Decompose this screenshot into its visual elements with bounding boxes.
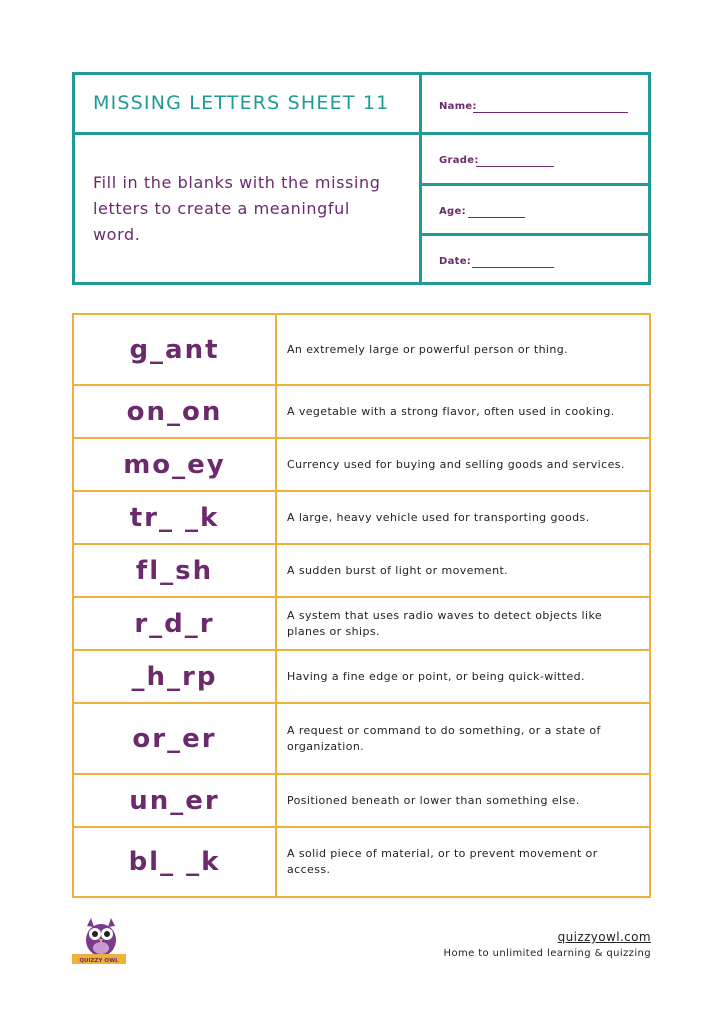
definition-cell — [277, 492, 649, 543]
definition-cell — [277, 545, 649, 596]
table-row — [74, 828, 649, 896]
missing-word[interactable]: _h_rp — [131, 661, 218, 692]
worksheet-title: MISSING LETTERS SHEET 11 — [93, 92, 390, 114]
word-cell — [74, 545, 277, 596]
definition: An extremely large or powerful person or thing. — [287, 342, 569, 356]
definition-cell — [277, 704, 649, 773]
table-row — [74, 598, 649, 651]
table-row — [74, 439, 649, 492]
definition: Positioned beneath or lower than something else. — [287, 793, 580, 807]
definition-cell — [277, 439, 649, 490]
definition: A system that uses radio waves to detect objects like planes or ships. — [287, 608, 602, 638]
table-row — [74, 704, 649, 775]
name-label: Name: — [439, 101, 477, 112]
age-field — [422, 186, 648, 236]
definition: Having a fine edge or point, or being quick-witted. — [287, 669, 585, 683]
word-cell — [74, 439, 277, 490]
instructions: Fill in the blanks with the missing letters to create a meaningful word. — [93, 173, 381, 244]
definition: A sudden burst of light or movement. — [287, 563, 509, 577]
definition: A large, heavy vehicle used for transporting goods. — [287, 510, 590, 524]
word-cell — [74, 492, 277, 543]
definition-cell — [277, 315, 649, 384]
definition: A vegetable with a strong flavor, often used in cooking. — [287, 404, 615, 418]
date-field — [422, 236, 648, 282]
table-row — [74, 545, 649, 598]
grade-label: Grade: — [439, 155, 479, 166]
definition: A solid piece of material, or to prevent movement or access. — [287, 847, 598, 876]
missing-word[interactable]: fl_sh — [135, 555, 214, 586]
grade-line[interactable] — [476, 166, 554, 167]
definition-cell — [277, 828, 649, 896]
missing-word[interactable]: bl_ _k — [128, 847, 221, 877]
definition: Currency used for buying and selling goods and services. — [287, 457, 625, 471]
missing-word[interactable]: mo_ey — [123, 449, 226, 480]
logo-text: QUIZZY OWL — [79, 958, 119, 964]
missing-word[interactable]: un_er — [129, 785, 220, 816]
missing-word[interactable]: or_er — [132, 723, 217, 754]
definition-cell — [277, 651, 649, 702]
missing-word[interactable]: g_ant — [129, 334, 220, 365]
title-cell — [75, 75, 422, 135]
owl-logo-icon[interactable] — [72, 912, 126, 966]
name-field — [422, 75, 648, 135]
age-label: Age: — [439, 206, 466, 217]
date-line[interactable] — [472, 267, 554, 268]
definition-cell — [277, 775, 649, 826]
definition-cell — [277, 598, 649, 649]
worksheet-header — [72, 72, 651, 285]
word-cell — [74, 775, 277, 826]
word-cell — [74, 386, 277, 437]
grade-field — [422, 135, 648, 186]
missing-word[interactable]: r_d_r — [134, 608, 215, 639]
word-cell — [74, 828, 277, 896]
table-row — [74, 315, 649, 386]
word-table — [72, 313, 651, 898]
word-cell — [74, 598, 277, 649]
word-cell — [74, 651, 277, 702]
site-link[interactable]: quizzyowl.com — [557, 930, 651, 944]
word-cell — [74, 315, 277, 384]
word-cell — [74, 704, 277, 773]
table-row — [74, 492, 649, 545]
tagline: Home to unlimited learning & quizzing — [443, 948, 651, 959]
table-row — [74, 386, 649, 439]
missing-word[interactable]: on_on — [126, 396, 223, 427]
age-line[interactable] — [468, 217, 525, 218]
instruction-cell — [75, 135, 422, 282]
date-label: Date: — [439, 256, 472, 267]
definition-cell — [277, 386, 649, 437]
missing-word[interactable]: tr_ _k — [129, 502, 220, 533]
name-line[interactable] — [473, 112, 628, 113]
definition: A request or command to do something, or a state of organization. — [287, 723, 601, 753]
table-row — [74, 651, 649, 704]
table-row — [74, 775, 649, 828]
